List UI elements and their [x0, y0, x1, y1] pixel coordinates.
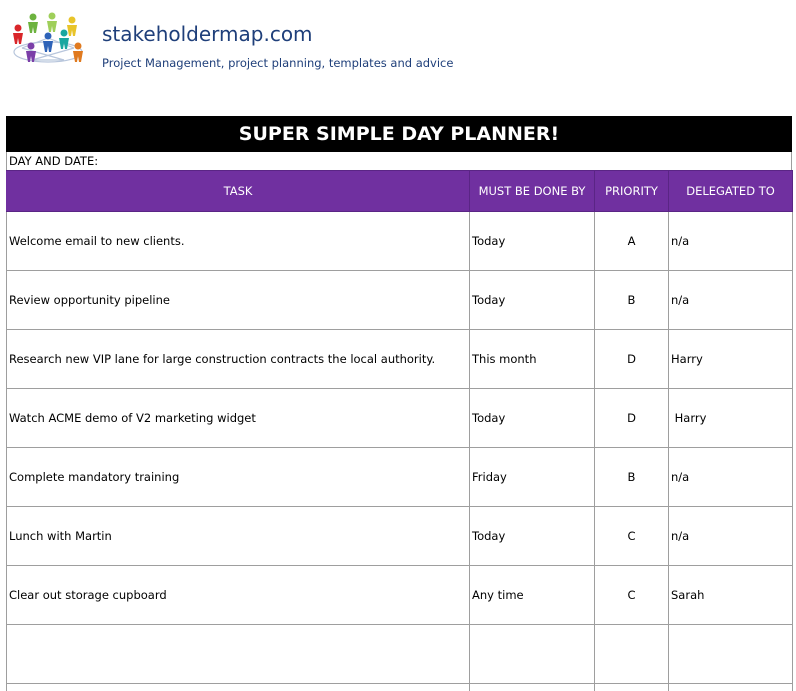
priority-cell[interactable]: B — [595, 271, 669, 330]
due-cell[interactable]: This month — [470, 330, 595, 389]
task-cell[interactable]: Watch ACME demo of V2 marketing widget — [7, 389, 470, 448]
task-cell[interactable] — [7, 684, 470, 691]
delegated-cell[interactable]: n/a — [669, 507, 793, 566]
task-cell[interactable]: Complete mandatory training — [7, 448, 470, 507]
table-row — [7, 212, 793, 271]
column-header-priority: PRIORITY — [595, 171, 669, 212]
column-header-must-be-done-by: MUST BE DONE BY — [470, 171, 595, 212]
delegated-cell[interactable]: n/a — [669, 212, 793, 271]
delegated-cell[interactable]: Sarah — [669, 566, 793, 625]
table-row — [7, 448, 793, 507]
table-row — [7, 389, 793, 448]
due-cell[interactable]: Any time — [470, 566, 595, 625]
column-header-task: TASK — [7, 171, 470, 212]
table-row — [7, 507, 793, 566]
site-tagline: Project Management, project planning, templates and advice — [102, 56, 454, 70]
priority-cell[interactable]: C — [595, 507, 669, 566]
table-row — [7, 684, 793, 691]
due-cell[interactable] — [470, 684, 595, 691]
priority-cell[interactable]: D — [595, 389, 669, 448]
task-cell[interactable]: Welcome email to new clients. — [7, 212, 470, 271]
task-cell[interactable]: Clear out storage cupboard — [7, 566, 470, 625]
table-row — [7, 625, 793, 684]
task-cell[interactable]: Review opportunity pipeline — [7, 271, 470, 330]
delegated-cell[interactable]: n/a — [669, 271, 793, 330]
column-header-delegated-to: DELEGATED TO — [669, 171, 793, 212]
due-cell[interactable]: Today — [470, 389, 595, 448]
planner-title: SUPER SIMPLE DAY PLANNER! — [6, 116, 792, 152]
priority-cell[interactable] — [595, 625, 669, 684]
delegated-cell[interactable]: n/a — [669, 448, 793, 507]
priority-cell[interactable] — [595, 684, 669, 691]
due-cell[interactable]: Today — [470, 271, 595, 330]
task-cell[interactable]: Research new VIP lane for large construction contracts the local authority. — [7, 330, 470, 389]
people-network-icon — [8, 8, 88, 70]
table-header-row — [7, 171, 793, 212]
due-cell[interactable]: Today — [470, 212, 595, 271]
table-row — [7, 566, 793, 625]
task-cell[interactable] — [7, 625, 470, 684]
priority-cell[interactable]: A — [595, 212, 669, 271]
due-cell[interactable] — [470, 625, 595, 684]
planner — [6, 116, 792, 691]
delegated-cell[interactable]: Harry — [669, 330, 793, 389]
logo[interactable] — [8, 8, 88, 70]
priority-cell[interactable]: C — [595, 566, 669, 625]
delegated-cell[interactable]: Harry — [669, 389, 793, 448]
due-cell[interactable]: Friday — [470, 448, 595, 507]
delegated-cell[interactable] — [669, 625, 793, 684]
due-cell[interactable]: Today — [470, 507, 595, 566]
task-cell[interactable]: Lunch with Martin — [7, 507, 470, 566]
date-label[interactable]: DAY AND DATE: — [6, 152, 792, 170]
table-row — [7, 271, 793, 330]
site-name[interactable]: stakeholdermap.com — [102, 22, 313, 46]
priority-cell[interactable]: B — [595, 448, 669, 507]
task-table — [6, 170, 793, 691]
priority-cell[interactable]: D — [595, 330, 669, 389]
delegated-cell[interactable] — [669, 684, 793, 691]
table-row — [7, 330, 793, 389]
